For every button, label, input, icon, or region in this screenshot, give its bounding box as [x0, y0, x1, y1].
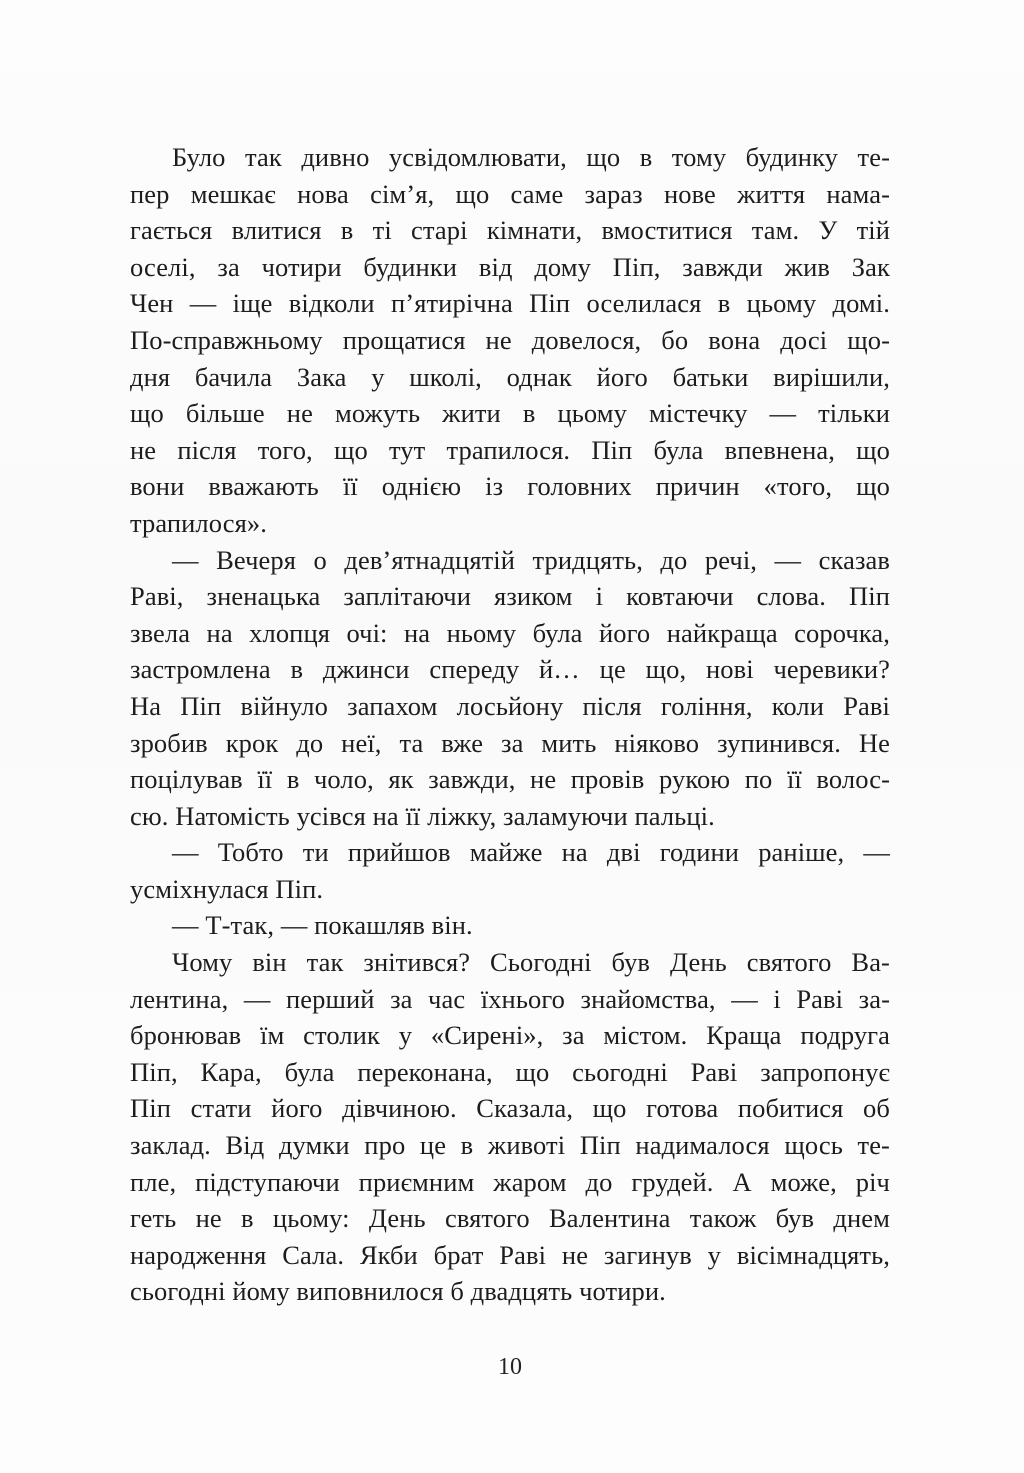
paragraph [130, 944, 890, 1310]
text-line: що більше не можуть жити в цьому містечку — тільки [130, 398, 890, 429]
text-line: На Піп війнуло запахом лосьйону після гоління, коли Раві [130, 690, 890, 721]
text-line: народження Сала. Якби брат Раві не загинув у вісімнадцять, [130, 1239, 890, 1270]
text-line: заклад. Від думки про це в животі Піп надималося щось те- [130, 1130, 890, 1161]
paragraph [130, 907, 890, 944]
text-line: бронював їм столик у «Сирені», за містом. Краща подруга [130, 1020, 890, 1051]
text-line: геть не в цьому: День святого Валентина також був днем [130, 1203, 890, 1234]
text-line: сьогодні йому виповнилося б двадцять чотири. [130, 1276, 666, 1307]
text-line: застромлена в джинси спереду й… це що, нові черевики? [130, 654, 890, 685]
text-line: пле, підступаючи приємним жаром до грудей. А може, річ [130, 1166, 890, 1197]
text-line: вони вважають її однією із головних причин «того, що [130, 471, 890, 502]
text-line: лентина, — перший за час їхнього знайомства, — і Раві за- [130, 983, 890, 1014]
text-line: оселі, за чотири будинки від дому Піп, завжди жив Зак [130, 251, 890, 282]
text-line: Піп, Кара, була переконана, що сьогодні Раві запропонує [130, 1056, 890, 1087]
text-line: гається влитися в ті старі кімнати, вмоститися там. У тій [130, 215, 890, 246]
paragraph [130, 139, 890, 542]
text-line: Було так дивно усвідомлювати, що в тому будинку те- [172, 142, 890, 172]
text-line: трапилося». [130, 507, 267, 538]
text-line: дня бачила Зака у школі, однак його батьки вирішили, [130, 361, 890, 392]
text-line: не після того, що тут трапилося. Піп була впевнена, що [130, 434, 890, 465]
page-text [130, 139, 890, 1310]
text-line: — Т-так, — покашляв він. [172, 910, 473, 941]
text-line: Раві, зненацька заплітаючи язиком і ковтаючи слова. Піп [130, 581, 890, 612]
text-line: — Тобто ти прийшов майже на дві години раніше, — [172, 837, 890, 868]
text-line: Піп стати його дівчиною. Сказала, що готова побитися об [130, 1093, 890, 1124]
text-line: сю. Натомість усівся на її ліжку, заламуючи пальці. [130, 800, 715, 831]
page-number: 10 [498, 1354, 522, 1380]
text-line: Чому він так знітився? Сьогодні був День святого Ва- [172, 947, 890, 978]
text-line: пер мешкає нова сім’я, що саме зараз нове життя нама- [130, 178, 890, 209]
text-line: По-справжньому прощатися не довелося, бо вона досі що- [130, 324, 890, 355]
text-line: зробив крок до неї, та вже за мить ніяково зупинився. Не [130, 727, 890, 758]
paragraph [130, 834, 890, 907]
text-line: усміхнулася Піп. [130, 873, 324, 904]
text-line: Чен — іще відколи п’ятирічна Піп оселилася в цьому домі. [130, 288, 890, 319]
paragraph [130, 542, 890, 835]
text-line: поцілував її в чоло, як завжди, не провів рукою по її волос- [130, 764, 890, 795]
text-line: звела на хлопця очі: на ньому була його найкраща сорочка, [130, 617, 890, 648]
text-line: — Вечеря о дев’ятнадцятій тридцять, до речі, — сказав [172, 544, 890, 575]
